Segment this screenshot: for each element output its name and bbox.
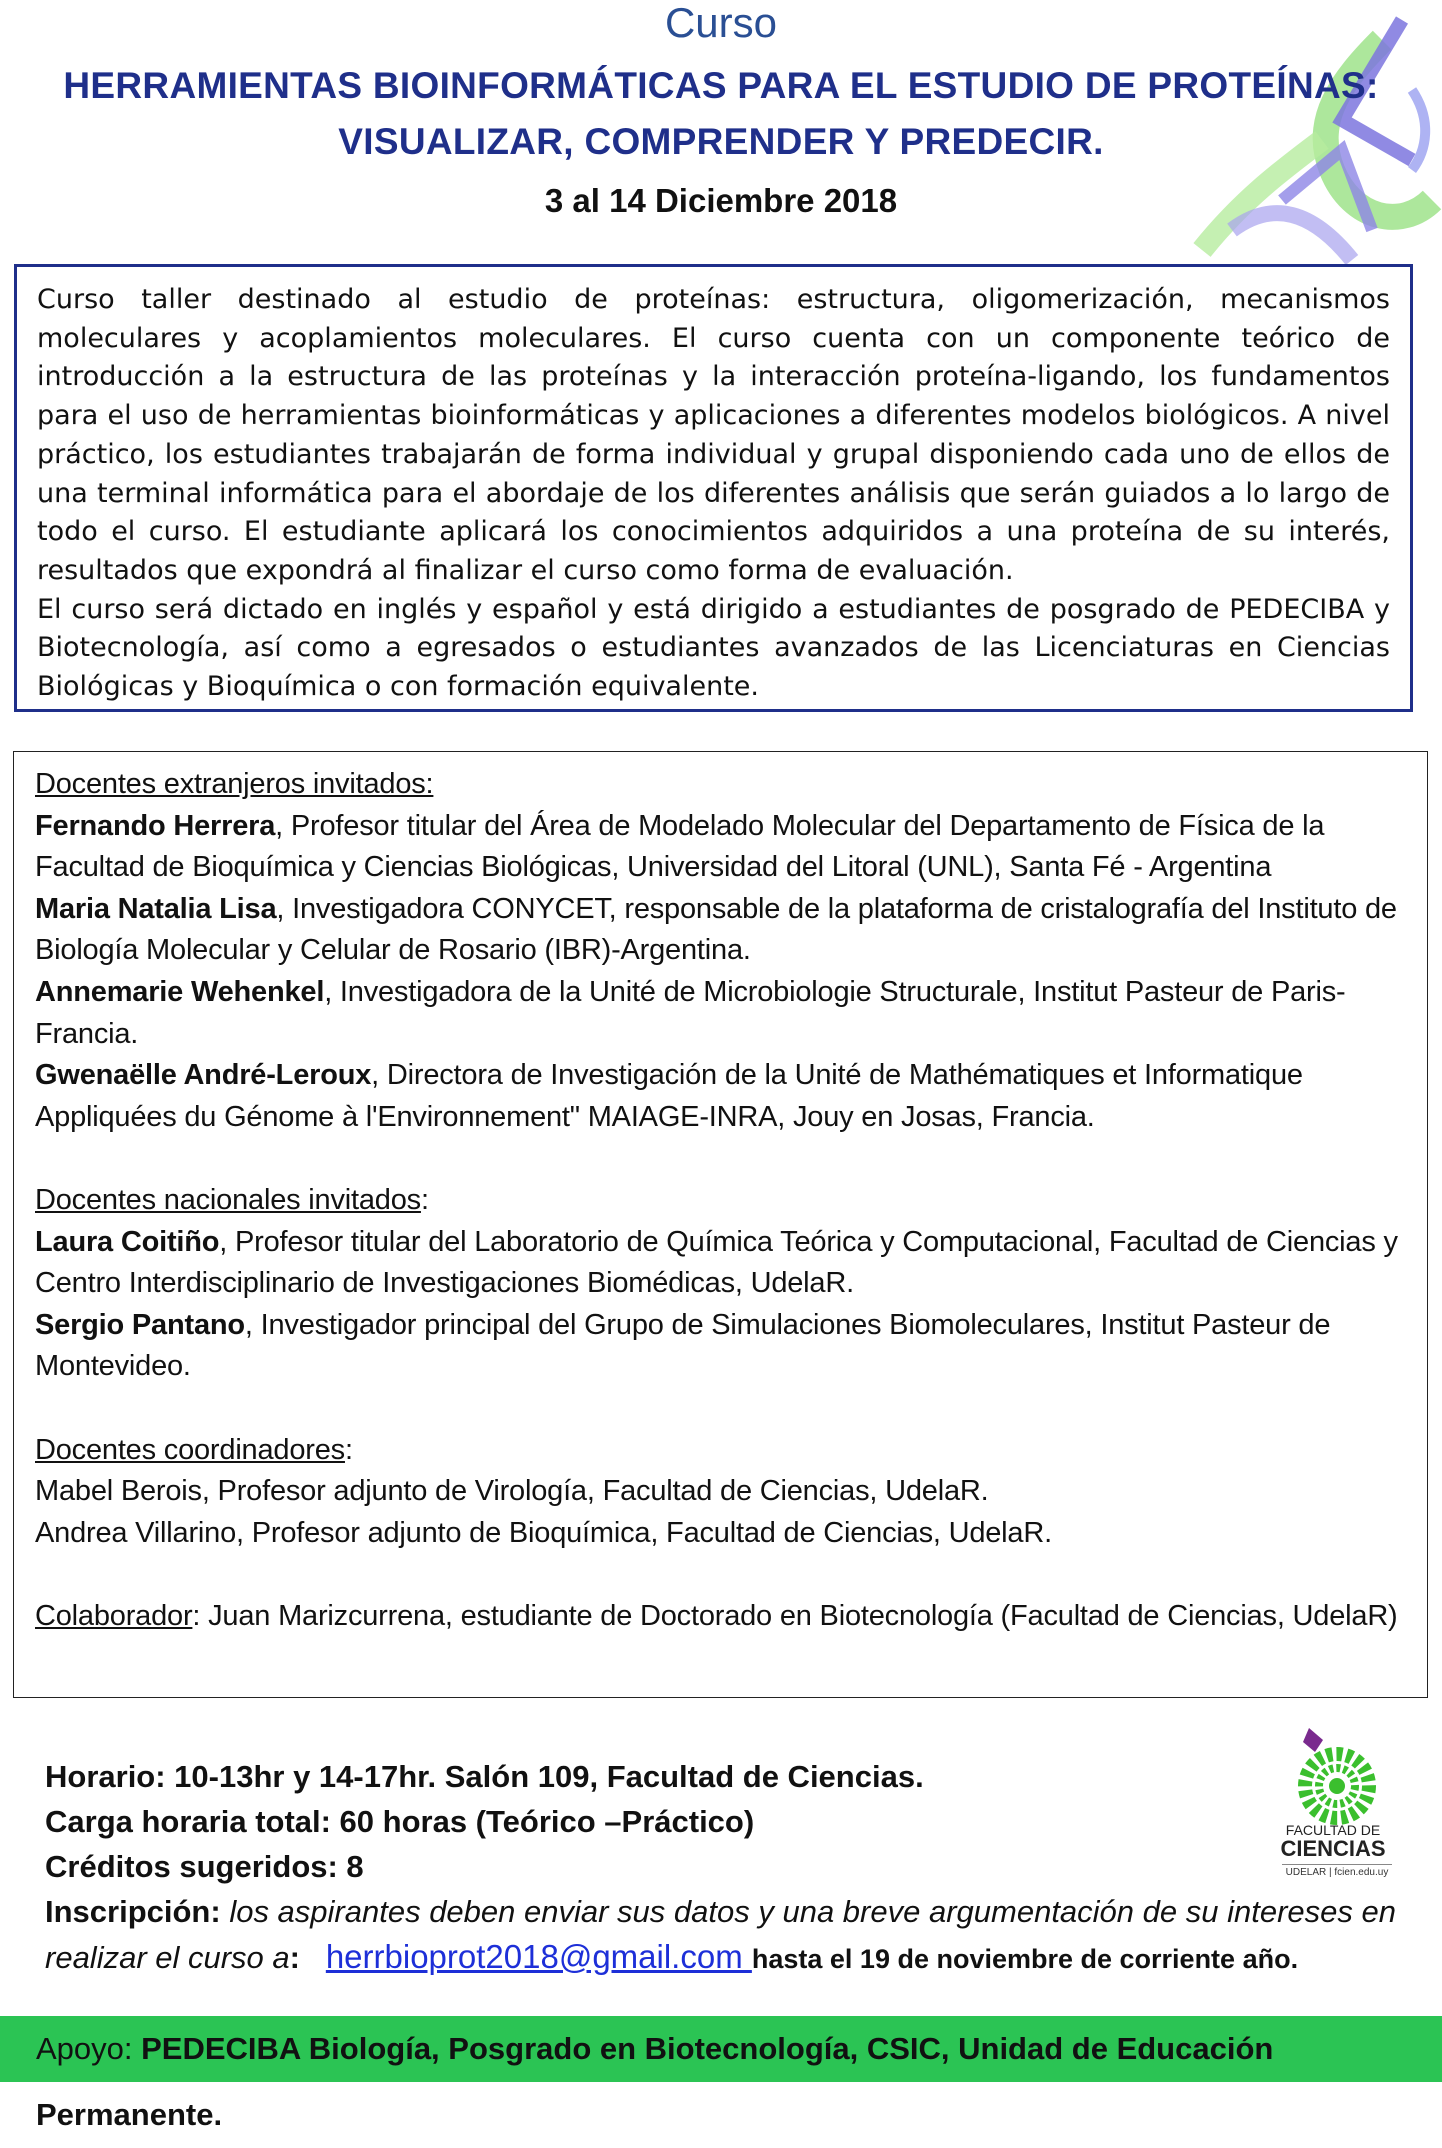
description-box (14, 264, 1413, 712)
registration-label: Inscripción: (45, 1894, 221, 1929)
staff-role: , Profesor titular del Área de Modelado Molecular del Departamento de Física de la Facultad de Bioquímica y Ciencias Biológicas, Universidad del Litoral (UNL), Santa Fé - Argentina (35, 809, 1325, 884)
staff-entry (35, 889, 1407, 972)
registration-deadline: hasta el 19 de noviembre de corriente año. (751, 1944, 1299, 1974)
course-title-line2: VISUALIZAR, COMPRENDER Y PREDECIR. (338, 121, 1104, 162)
staff-role: , Investigadora CONYCET, responsable de la plataforma de cristalografía del Instituto de Biología Molecular y Celular de Rosario (IBR)-Argentina. (35, 892, 1397, 967)
staff-name: Gwenaëlle André-Leroux (35, 1059, 372, 1092)
collaborator-heading: Colaborador (35, 1599, 193, 1632)
credits-text: Créditos sugeridos: 8 (45, 1849, 364, 1884)
total-hours-text: Carga horaria total: 60 horas (Teórico –Práctico) (45, 1804, 755, 1839)
description-paragraph: El curso será dictado en inglés y español y está dirigido a estudiantes de posgrado de PEDECIBA y Biotecnología, así como a egresados o estudiantes avanzados de las Licenciaturas en Ciencias Biológicas y Bioquímica o con formación equivalente. (37, 593, 1390, 703)
description-paragraph: Curso taller destinado al estudio de proteínas: estructura, oligomerización, mecanismos moleculares y acoplamientos moleculares. El curso cuenta con un componente teórico de introducción a la estructura de las proteínas y la interacción proteína-ligando, los fundamentos para el uso de herramientas bioinformáticas y aplicaciones a diferentes modelos biológicos. A nivel práctico, los estudiantes trabajarán de forma individual y grupal disponiendo cada uno de ellos de una terminal informática para el abordaje de los diferentes análisis que serán guiados a lo largo de todo el curso. El estudiante aplicará los conocimientos adquiridos a una proteína de su interés, resultados que expondrá al finalizar el curso como forma de evaluación. (37, 284, 1390, 586)
course-info (45, 1754, 1415, 1982)
coordinators-heading: Docentes coordinadores (35, 1433, 345, 1466)
course-dates: 3 al 14 Diciembre 2018 (544, 182, 898, 219)
course-title (0, 58, 1442, 170)
national-staff-heading: Docentes nacionales invitados (35, 1183, 421, 1216)
staff-role: , Profesor titular del Laboratorio de Química Teórica y Computacional, Facultad de Ciencias y Centro Interdisciplinario de Investigaciones Biomédicas, UdelaR. (35, 1225, 1398, 1300)
schedule-text: Horario: 10-13hr y 14-17hr. Salón 109, Facultad de Ciencias. (45, 1759, 924, 1794)
staff-box: Docentes extranjeros invitados: Fernando Herrera, Profesor titular del Área de Modelado Molecular del Departamento de Física de la Facultad de Bioquímica y Ciencias Biológicas, Universidad del Litoral (UNL), Santa Fé - Argentina Maria Natalia Lisa, Investigadora CONYCET, responsable de la plataforma de cristalografía del Instituto de Biología Molecular y Celular de Rosario (IBR)-Argentina. Annemarie Wehenkel, Investigadora de la Unité de Microbiologie Structurale, Institut Pasteur de Paris- Francia. Gwenaëlle André-Leroux, Directora de Investigación de la Unité de Mathématiques et Informatique Appliquées du Génome à l'Environnement" MAIAGE-INRA, Jouy en Josas, Francia. Docentes nacionales invitados: Laura Coitiño, Profesor titular del Laboratorio de Química Teórica y Computacional, Facultad de Ciencias y Centro Interdisciplinario de Investigaciones Biomédicas, UdelaR. Sergio Pantano, Investigador principal del Grupo de Simulaciones Biomoleculares, Institut Pasteur de Montevideo. Docentes coordinadores: Mabel Berois, Profesor adjunto de Virología, Facultad de Ciencias, UdelaR. Andrea Villarino, Profesor adjunto de Bioquímica, Facultad de Ciencias, UdelaR. Colaborador: Juan Marizcurrena, estudiante de Doctorado en Biotecnología (Facultad de Ciencias, UdelaR) (13, 751, 1428, 1698)
staff-role: , Directora de Investigación de la Unité de Mathématiques et Informatique Appliquées du Génome à l'Environnement" MAIAGE-INRA, Jouy en Josas, Francia. (35, 1059, 1303, 1133)
staff-name: Maria Natalia Lisa (35, 892, 277, 925)
coordinator-entry: Andrea Villarino, Profesor adjunto de Bioquímica, Facultad de Ciencias, UdelaR. (35, 1516, 1052, 1549)
staff-role: , Investigador principal del Grupo de Simulaciones Biomoleculares, Institut Pasteur de Montevideo. (35, 1308, 1331, 1383)
sponsors-list: PEDECIBA Biología, Posgrado en Biotecnología, CSIC, Unidad de Educación Permanente. (36, 2031, 1274, 2132)
staff-name: Annemarie Wehenkel (35, 975, 325, 1008)
coordinator-entry: Mabel Berois, Profesor adjunto de Virología, Facultad de Ciencias, UdelaR. (35, 1475, 989, 1508)
sponsors-footer (0, 2016, 1442, 2132)
staff-name: Fernando Herrera (35, 809, 276, 842)
staff-entry (35, 972, 1407, 1055)
foreign-staff-heading: Docentes extranjeros invitados: (35, 768, 434, 800)
logo-caption-line2: CIENCIAS (1280, 1836, 1386, 1861)
staff-entry (35, 1222, 1407, 1305)
staff-entry (35, 1305, 1407, 1388)
collaborator-text: : Juan Marizcurrena, estudiante de Doctorado en Biotecnología (Facultad de Ciencias, UdelaR) (192, 1599, 1398, 1632)
staff-entry (35, 806, 1407, 889)
staff-entry (35, 1055, 1407, 1138)
registration-email-link[interactable]: herrbioprot2018@gmail.com (325, 1938, 752, 1975)
course-title-line1: HERRAMIENTAS BIOINFORMÁTICAS PARA EL ESTUDIO DE PROTEÍNAS: (63, 65, 1379, 106)
staff-role: , Investigadora de la Unité de Microbiologie Structurale, Institut Pasteur de Paris- Francia. (35, 975, 1346, 1050)
logo-caption-line3: UDELAR | fcien.edu.uy (1282, 1864, 1392, 1878)
registration-text: Inscripción: los aspirantes deben enviar sus datos y una breve argumentación de su intereses en realizar el curso a: herrbioprot2018@gmail.com hasta el 19 de noviembre de corriente año. (45, 1894, 1396, 1975)
course-kicker: Curso (664, 0, 778, 46)
staff-name: Sergio Pantano (35, 1308, 245, 1341)
logo-caption-line1: FACULTAD DE (1285, 1822, 1381, 1838)
staff-name: Laura Coitiño (35, 1225, 220, 1258)
collaborator-entry (35, 1596, 1407, 1638)
registration-instructions: los aspirantes deben enviar sus datos y una breve argumentación de su intereses en realizar el curso a (45, 1894, 1396, 1975)
sponsors-label: Apoyo: (36, 2031, 133, 2066)
